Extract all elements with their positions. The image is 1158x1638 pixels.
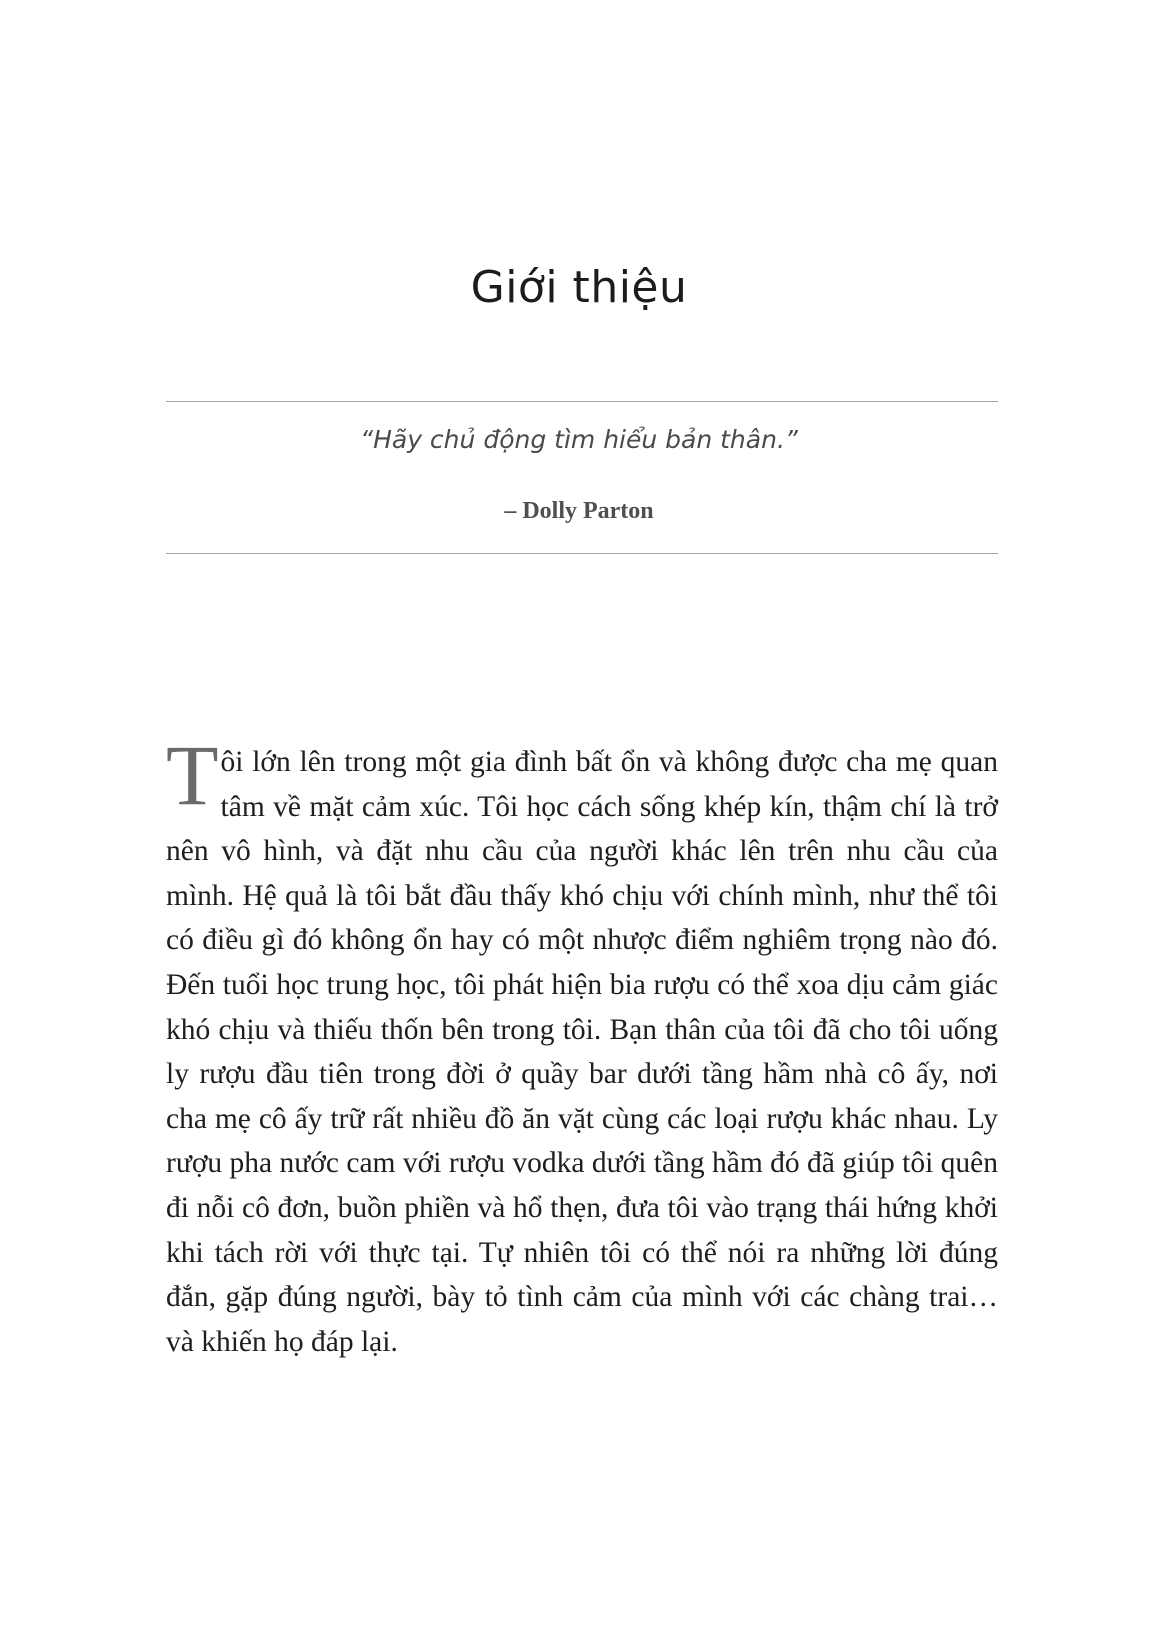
body-paragraph: [166, 727, 998, 1364]
body-paragraph-text: ôi lớn lên trong một gia đình bất ổn và không được cha mẹ quan tâm về mặt cảm xúc. Tôi học cách sống khép kín, thậm chí là trở nên vô hình, và đặt nhu cầu của người khác lên trên nhu cầu của mình. Hệ quả là tôi bắt đầu thấy khó chịu với chính mình, như thể tôi có điều gì đó không ổn hay có một nhược điểm nghiêm trọng nào đó. Đến tuổi học trung học, tôi phát hiện bia rượu có thể xoa dịu cảm giác khó chịu và thiếu thốn bên trong tôi. Bạn thân của tôi đã cho tôi uống ly rượu đầu tiên trong đời ở quầy bar dưới tầng hầm nhà cô ấy, nơi cha mẹ cô ấy trữ rất nhiều đồ ăn vặt cùng các loại rượu khác nhau. Ly rượu pha nước cam với rượu vodka dưới tầng hầm đó đã giúp tôi quên đi nỗi cô đơn, buồn phiền và hổ thẹn, đưa tôi vào trạng thái hứng khởi khi tách rời với thực tại. Tự nhiên tôi có thể nói ra những lời đúng đắn, gặp đúng người, bày tỏ tình cảm của mình với các chàng trai… và khiến họ đáp lại.: [166, 746, 998, 1358]
epigraph-bottom-rule: [166, 553, 998, 554]
epigraph-quote: “Hãy chủ động tìm hiểu bản thân.”: [360, 425, 798, 454]
epigraph-top-rule: [166, 401, 998, 402]
drop-cap: T: [166, 727, 219, 823]
epigraph-attribution: – Dolly Parton: [504, 498, 654, 524]
chapter-title: Giới thiệu: [470, 262, 688, 313]
